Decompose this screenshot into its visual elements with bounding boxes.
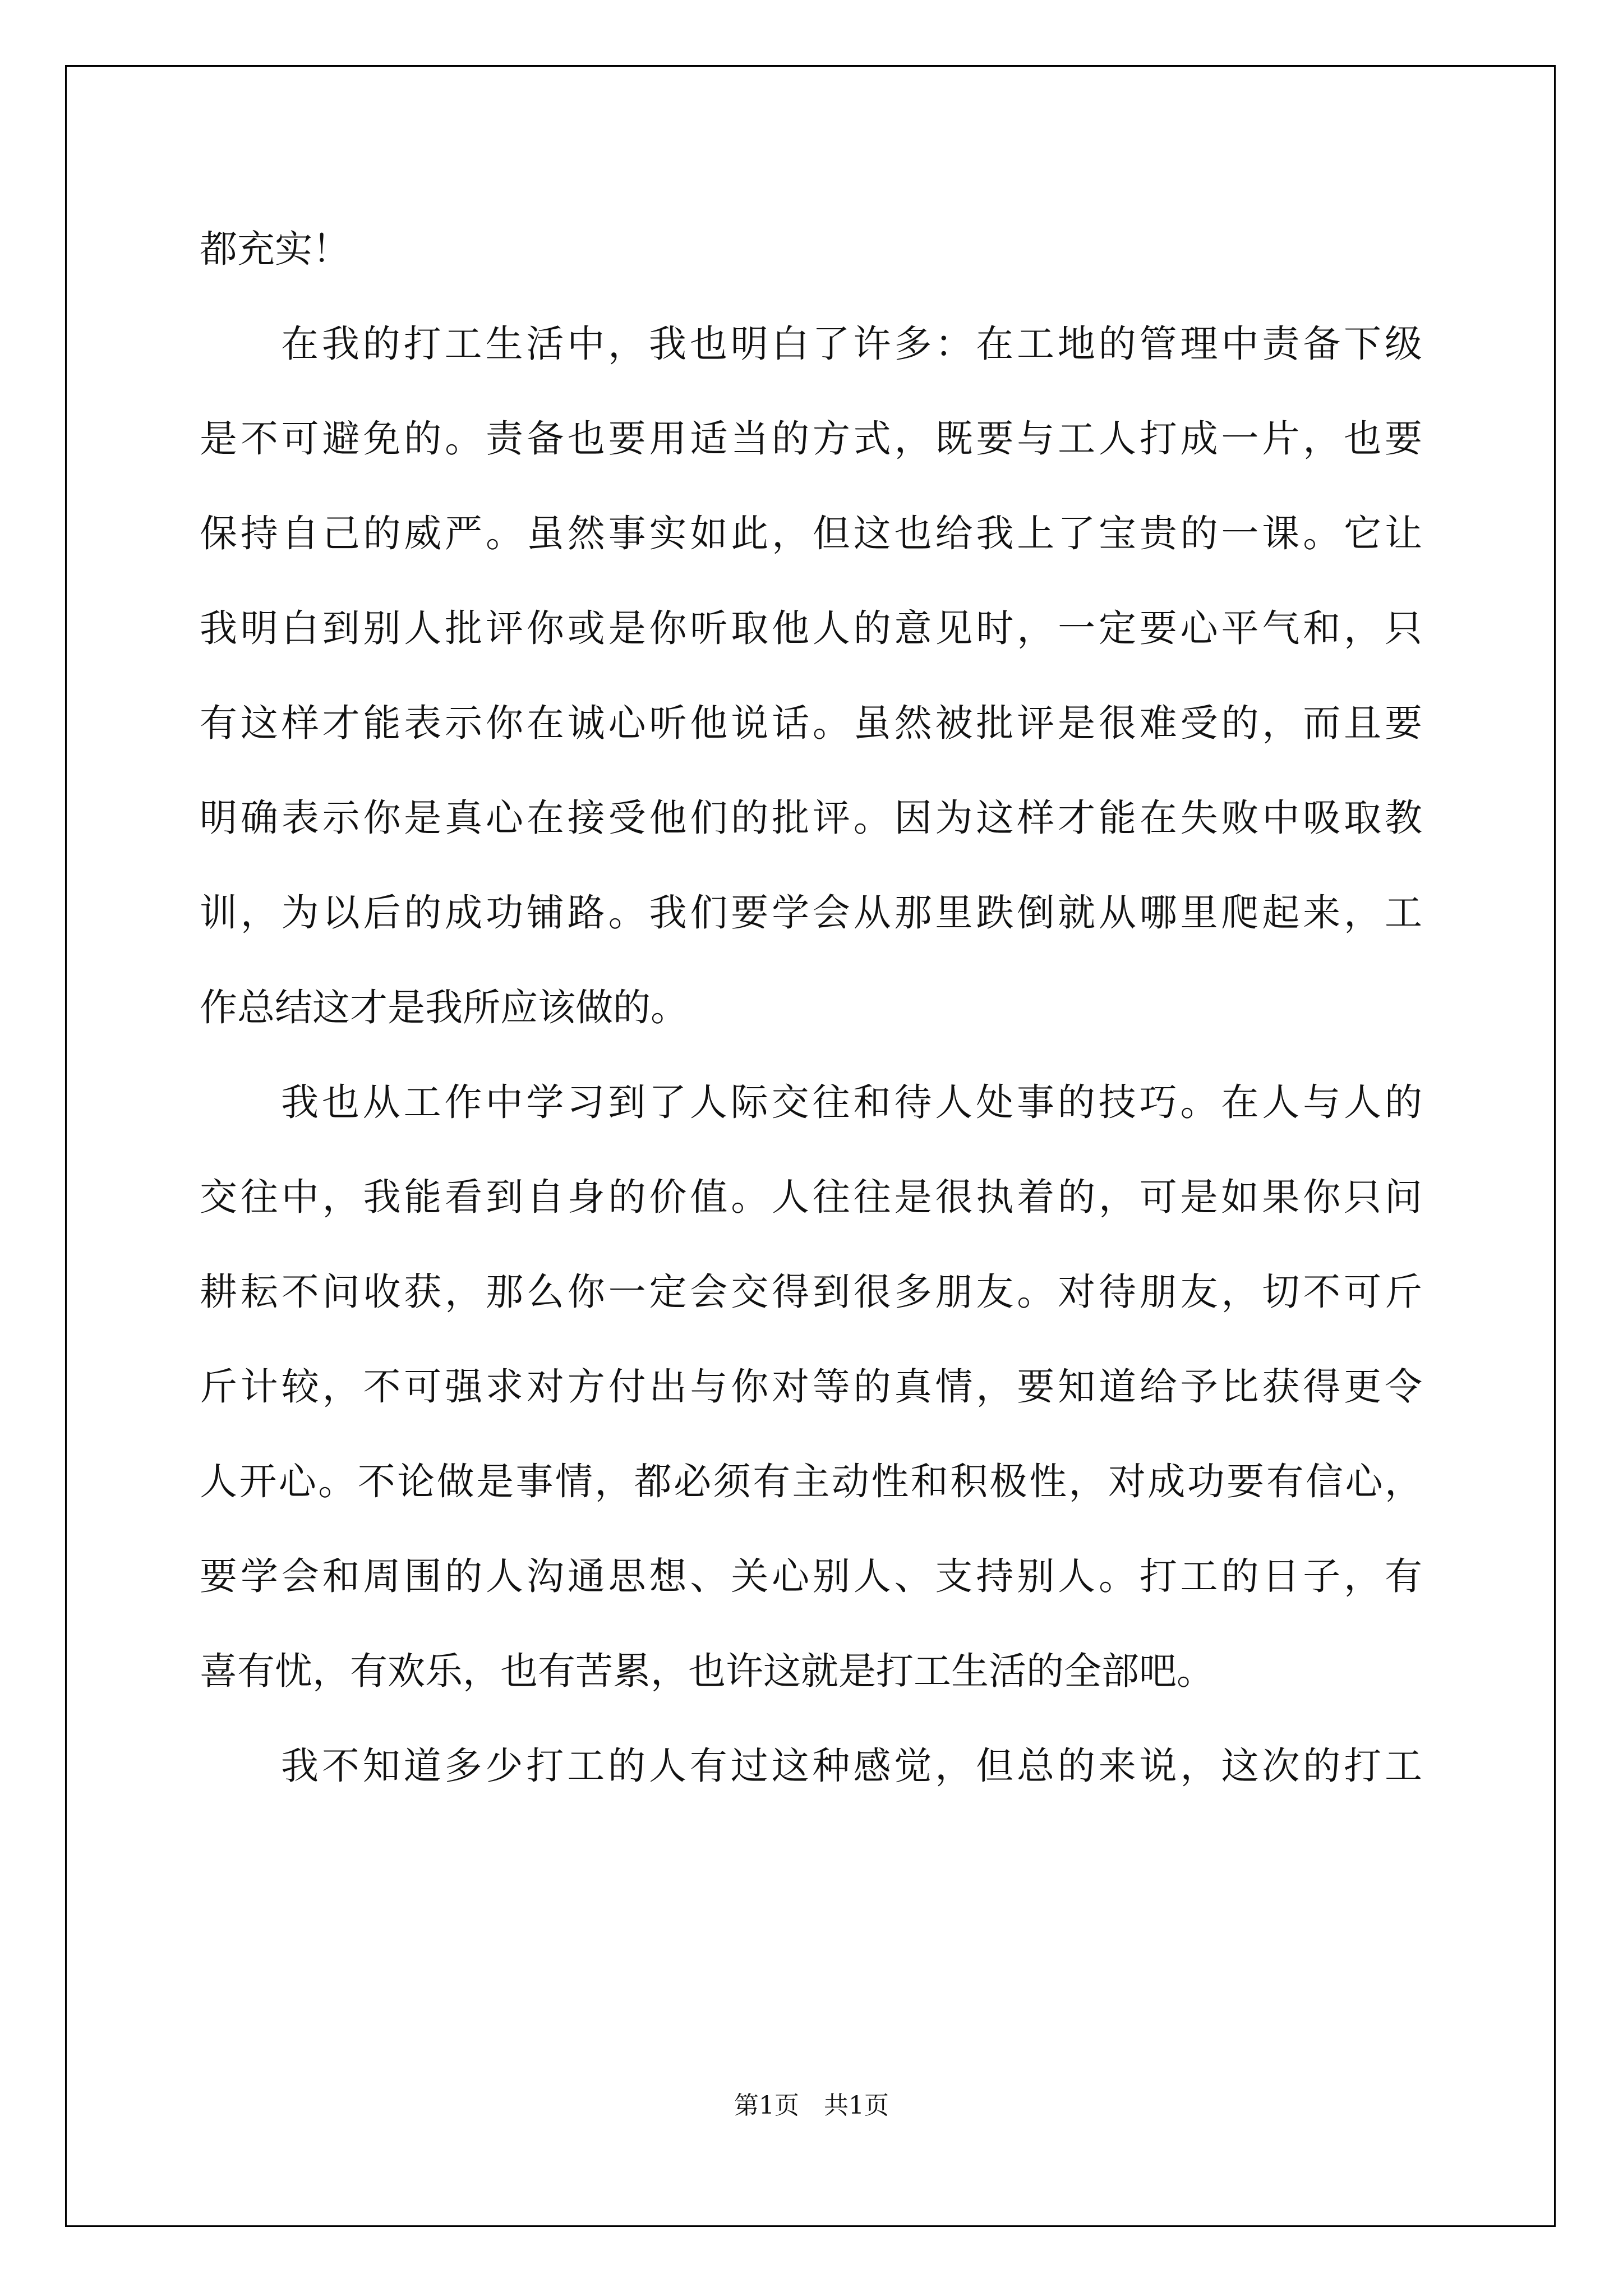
text-line: 喜有忧，有欢乐，也有苦累，也许这就是打工生活的全部吧。	[200, 1649, 1214, 1693]
text-line: 我也从工作中学习到了人际交往和待人处事的技巧。在人与人的	[281, 1080, 1422, 1124]
text-line: 人开心。不论做是事情，都必须有主动性和积极性，对成功要有信心，	[200, 1460, 1422, 1503]
page-footer	[0, 2085, 1623, 2121]
text-line: 是不可避免的。责备也要用适当的方式，既要与工人打成一片，也要	[200, 417, 1422, 461]
text-line: 交往中，我能看到自身的价值。人往往是很执着的，可是如果你只问	[200, 1175, 1422, 1219]
text-line: 我不知道多少打工的人有过这种感觉，但总的来说，这次的打工	[281, 1744, 1422, 1788]
page-number: 第1页 共1页	[734, 2091, 889, 2120]
text-line: 训，为以后的成功铺路。我们要学会从那里跌倒就从哪里爬起来，工	[200, 891, 1422, 935]
text-line: 耕耘不问收获，那么你一定会交得到很多朋友。对待朋友，切不可斤	[200, 1270, 1422, 1314]
text-line: 要学会和周围的人沟通思想、关心别人、支持别人。打工的日子，有	[200, 1554, 1422, 1598]
text-line: 在我的打工生活中，我也明白了许多：在工地的管理中责备下级	[281, 322, 1422, 366]
text-line: 保持自己的威严。虽然事实如此，但这也给我上了宝贵的一课。它让	[200, 512, 1422, 555]
text-line: 明确表示你是真心在接受他们的批评。因为这样才能在失败中吸取教	[200, 796, 1422, 840]
text-line: 有这样才能表示你在诚心听他说话。虽然被批评是很难受的，而且要	[200, 701, 1422, 745]
text-line: 都充实！	[200, 227, 350, 271]
document-body	[200, 208, 1422, 1819]
text-line: 斤计较，不可强求对方付出与你对等的真情，要知道给予比获得更令	[200, 1365, 1422, 1409]
text-line: 我明白到别人批评你或是你听取他人的意见时，一定要心平气和，只	[200, 606, 1422, 650]
text-line: 作总结这才是我所应该做的。	[200, 986, 688, 1029]
